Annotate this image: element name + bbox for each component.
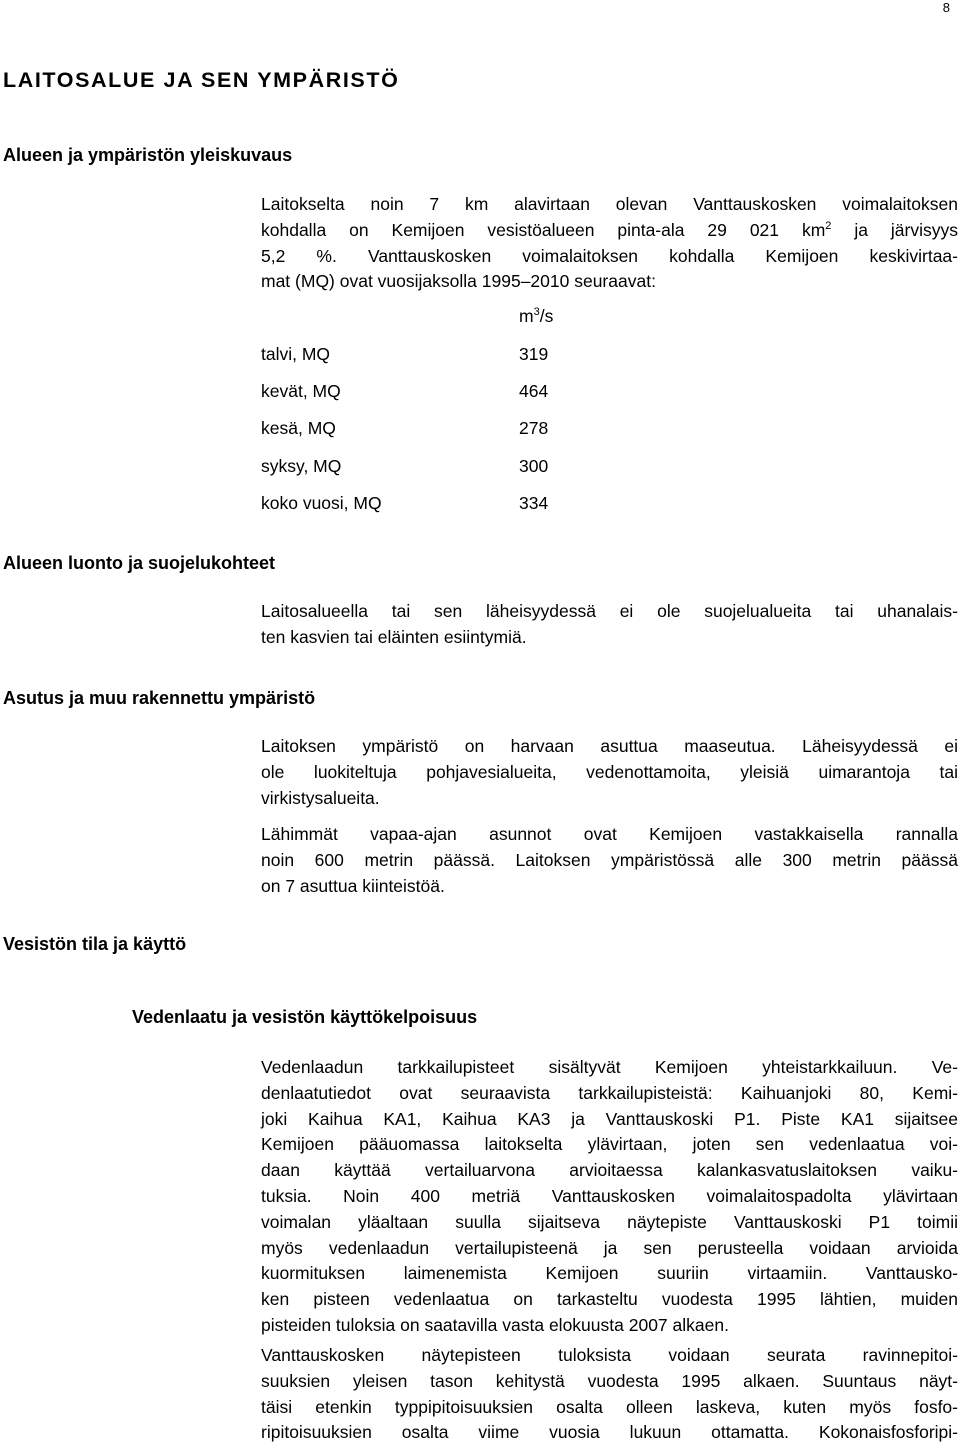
settlement-heading: Asutus ja muu rakennettu ympäristö xyxy=(3,688,316,708)
text-line: kuormituksen laimenemista Kemijoen suuriin virtaamiin. Vanttausko- xyxy=(261,1263,958,1284)
text-line: suuksien yleisen tason kehitystä vuodesta 1995 alkaen. Suuntaus näyt- xyxy=(261,1370,958,1391)
text-line: ken pisteen vedenlaatua on tarkasteltu vuodesta 1995 lähtien, muiden xyxy=(261,1289,958,1310)
text-line: voimalan yläaltaan suulla sijaitseva näytepiste Vanttauskoski P1 toimii xyxy=(261,1211,958,1232)
flow-value: 278 xyxy=(519,418,549,438)
text-line: virkistysalueita. xyxy=(261,787,380,808)
text-line: täisi etenkin typpipitoisuuksien osalta olleen laskeva, kuten myös fosfo- xyxy=(261,1396,958,1417)
overview-paragraph xyxy=(261,192,958,295)
unit-superscript: 3 xyxy=(533,306,540,319)
flow-value: 334 xyxy=(519,493,549,513)
water-quality-subheading: Vedenlaatu ja vesistön käyttökelpoisuus xyxy=(132,1007,478,1027)
text-line xyxy=(261,218,958,244)
text-line: daan käyttää vertailuarvona arvioitaessa kalankasvatuslaitoksen vaiku- xyxy=(261,1160,958,1181)
flow-value: 319 xyxy=(519,344,549,364)
page-number: 8 xyxy=(942,0,950,15)
text-line: 5,2 %. Vanttauskosken voimalaitoksen kohdalla Kemijoen keskivirtaa- xyxy=(261,245,958,266)
text-line: noin 600 metrin päässä. Laitoksen ympäristössä alle 300 metrin päässä xyxy=(261,849,958,870)
overview-heading: Alueen ja ympäristön yleiskuvaus xyxy=(3,145,293,165)
settlement-paragraph-2 xyxy=(261,822,958,899)
text-line: mat (MQ) ovat vuosijaksolla 1995–2010 seuraavat: xyxy=(261,271,656,292)
waters-paragraph-1 xyxy=(261,1055,958,1339)
flow-label: kesä, MQ xyxy=(261,418,336,438)
flow-label: kevät, MQ xyxy=(261,381,341,401)
flow-unit xyxy=(519,303,553,329)
flow-label: koko vuosi, MQ xyxy=(261,493,382,513)
text-line: ripitoisuuksien osalta viime vuosia lukuun ottamatta. Kokonaisfosforipi- xyxy=(261,1422,958,1443)
text-line: Vanttauskosken näytepisteen tuloksista voidaan seurata ravinnepitoi- xyxy=(261,1345,958,1365)
text-line: Vedenlaadun tarkkailupisteet sisältyvät Kemijoen yhteistarkkailuun. Ve- xyxy=(261,1057,958,1077)
unit-base: m xyxy=(519,306,534,326)
page-title: LAITOSALUE JA SEN YMPÄRISTÖ xyxy=(3,68,400,92)
text-fragment: ja järvisyys xyxy=(831,219,958,240)
settlement-paragraph-1 xyxy=(261,734,958,811)
text-line: myös vedenlaadun vertailupisteenä ja sen perusteella voidaan arvioida xyxy=(261,1237,958,1258)
text-line: pisteiden tuloksia on saatavilla vasta elokuusta 2007 alkaen. xyxy=(261,1314,729,1335)
text-line: ole luokiteltuja pohjavesialueita, vedenottamoita, yleisiä uimarantoja tai xyxy=(261,761,958,782)
text-line: Lähimmät vapaa-ajan asunnot ovat Kemijoen vastakkaisella rannalla xyxy=(261,824,958,844)
nature-heading: Alueen luonto ja suojelukohteet xyxy=(3,553,276,573)
text-line: ten kasvien tai eläinten esiintymiä. xyxy=(261,626,527,647)
nature-paragraph xyxy=(261,599,958,651)
flow-value: 300 xyxy=(519,456,549,476)
flow-value: 464 xyxy=(519,381,549,401)
text-line: on 7 asuttua kiinteistöä. xyxy=(261,875,445,896)
flow-label: syksy, MQ xyxy=(261,456,342,476)
flow-label: talvi, MQ xyxy=(261,344,331,364)
text-line: tuksia. Noin 400 metriä Vanttauskosken voimalaitospadolta ylävirtaan xyxy=(261,1185,958,1206)
waters-paragraph-2 xyxy=(261,1343,958,1446)
text-line: denlaatutiedot ovat seuraavista tarkkailupisteistä: Kaihuanjoki 80, Kemi- xyxy=(261,1082,958,1103)
text-line: Laitosalueella tai sen läheisyydessä ei ole suojelualueita tai uhanalais- xyxy=(261,601,958,621)
text-line: Kemijoen pääuomassa laitokselta ylävirtaan, joten sen vedenlaatua voi- xyxy=(261,1134,958,1155)
text-fragment: kohdalla on Kemijoen vesistöalueen pinta-ala 29 021 km xyxy=(261,219,826,240)
unit-tail: /s xyxy=(539,306,554,326)
text-line: joki Kaihua KA1, Kaihua KA3 ja Vanttauskoski P1. Piste KA1 sijaitsee xyxy=(261,1108,958,1129)
text-line: Laitoksen ympäristö on harvaan asuttua maaseutua. Läheisyydessä ei xyxy=(261,736,958,756)
superscript: 2 xyxy=(825,219,832,232)
text-line: Laitokselta noin 7 km alavirtaan olevan Vanttauskosken voimalaitoksen xyxy=(261,194,958,214)
waters-heading: Vesistön tila ja käyttö xyxy=(3,934,187,954)
